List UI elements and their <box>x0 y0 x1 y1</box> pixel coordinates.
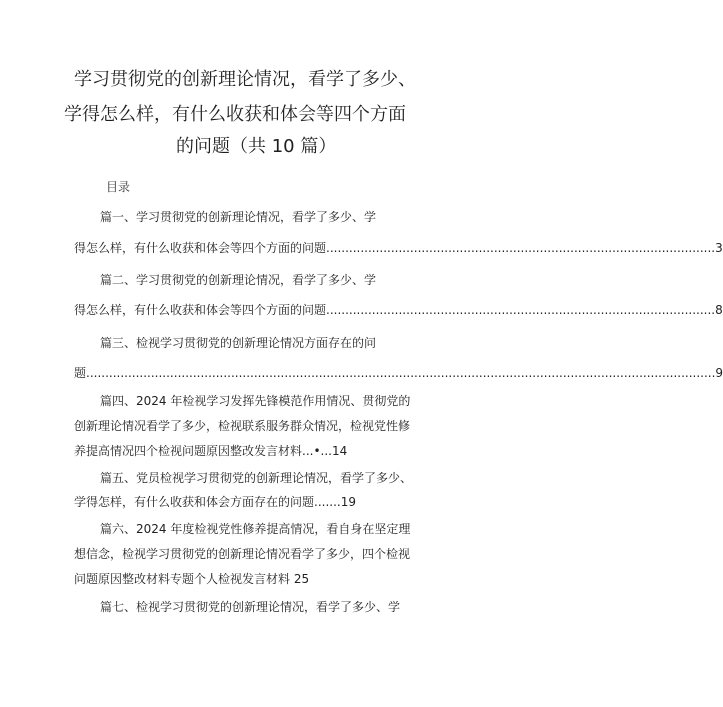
toc-entry-6-line-1[interactable]: 篇六、2024 年度检视党性修养提高情况，看自身在坚定理 <box>100 522 411 536</box>
toc-entry-1-line-1[interactable]: 篇一、学习贯彻党的创新理论情况，看学了多少、学 <box>100 210 377 224</box>
toc-entry-4-line-1[interactable]: 篇四、2024 年检视学习发挥先锋模范作用情况、贯彻党的 <box>100 394 411 408</box>
toc-entry-1-page: 3 <box>715 241 723 255</box>
toc-entry-3-text: 题 <box>74 366 87 380</box>
toc-entry-4-line-2[interactable]: 创新理论情况看学了多少，检视联系服务群众情况，检视党性修 <box>74 419 411 433</box>
toc-entry-1-text: 得怎么样，有什么收获和体会等四个方面的问题 <box>74 241 327 255</box>
toc-entry-2-text: 得怎么样，有什么收获和体会等四个方面的问题 <box>74 303 327 317</box>
toc-entry-6-line-2[interactable]: 想信念，检视学习贯彻党的创新理论情况看学了多少，四个检视 <box>74 547 411 561</box>
toc-leader-dots: ..................................................................................................................................................................... <box>86 366 716 380</box>
document-title-line-3: 的问题（共 10 篇） <box>176 136 337 157</box>
toc-leader-dots: ...................................................................................................... <box>326 241 716 255</box>
toc-entry-2-line-1[interactable]: 篇二、学习贯彻党的创新理论情况，看学了多少、学 <box>100 273 377 287</box>
toc-entry-7-line-1[interactable]: 篇七、检视学习贯彻党的创新理论情况，看学了多少、学 <box>100 600 401 614</box>
toc-entry-2-line-2[interactable] <box>74 302 723 318</box>
toc-entry-3-line-1[interactable]: 篇三、检视学习贯彻党的创新理论情况方面存在的问 <box>100 336 377 350</box>
toc-entry-5-line-1[interactable]: 篇五、党员检视学习贯彻党的创新理论情况，看学了多少、 <box>100 471 413 485</box>
toc-entry-3-page: 9 <box>715 366 723 380</box>
toc-entry-5-line-2[interactable]: 学得怎样，有什么收获和体会方面存在的问题.......19 <box>74 495 356 509</box>
toc-entry-6-line-3[interactable]: 问题原因整改材料专题个人检视发言材料 25 <box>74 572 310 586</box>
toc-entry-1-line-2[interactable] <box>74 240 723 256</box>
document-title-line-2: 学得怎么样，有什么收获和体会等四个方面 <box>64 104 406 125</box>
toc-entry-4-line-3[interactable]: 养提高情况四个检视问题原因整改发言材料...•...14 <box>74 444 348 458</box>
toc-entry-3-line-2[interactable] <box>74 365 723 381</box>
toc-leader-dots: ...................................................................................................... <box>326 303 716 317</box>
toc-entry-2-page: 8 <box>715 303 723 317</box>
toc-heading: 目录 <box>106 180 131 194</box>
document-title-line-1: 学习贯彻党的创新理论情况，看学了多少、 <box>74 69 416 90</box>
